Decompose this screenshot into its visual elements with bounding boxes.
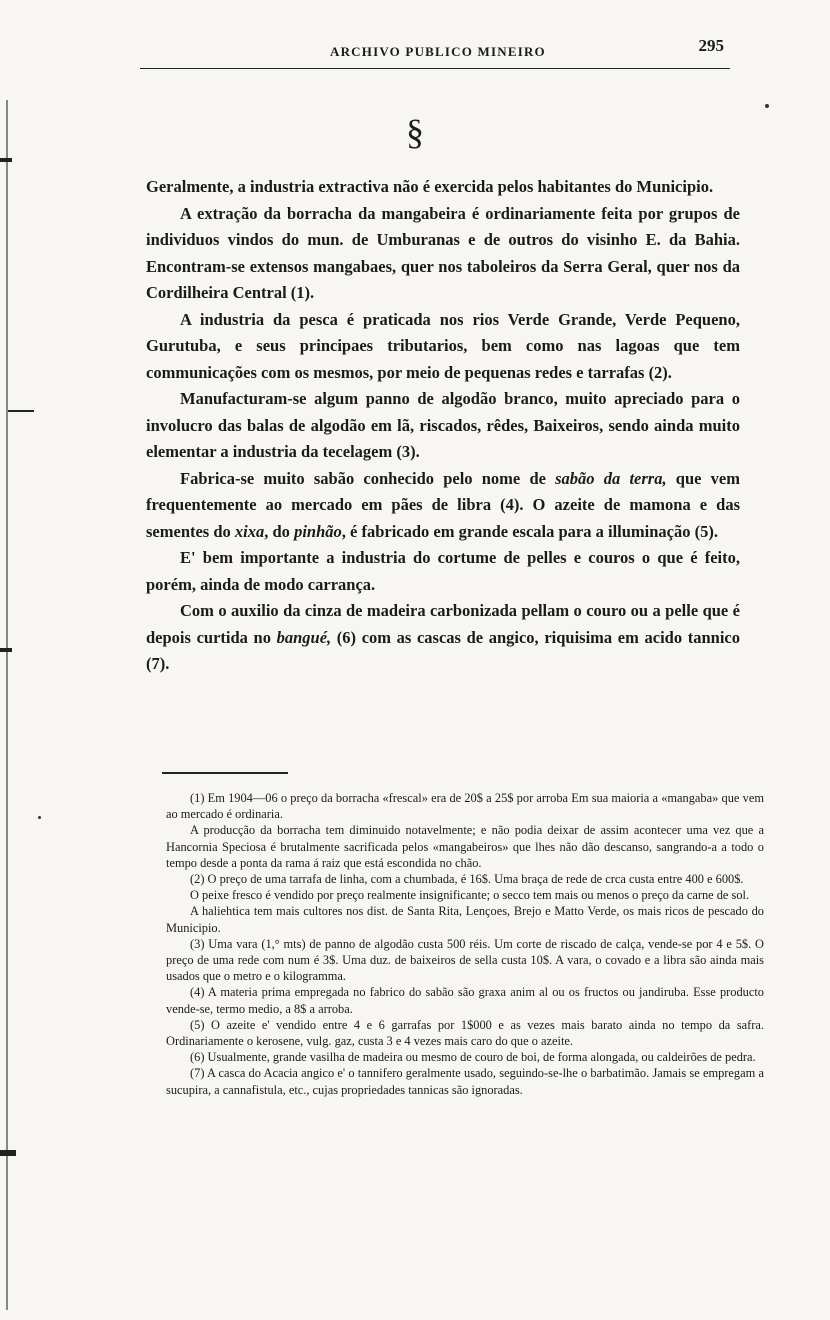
footnote: (5) O azeite e' vendido entre 4 e 6 garrafas por 1$000 e as vezes mais barato ainda no tempo da safra. Ordinariamente o kerosene, vulg. gaz, custa 3 e 4 vezes mais caro do que o azeite. xyxy=(166,1017,764,1049)
header-rule xyxy=(140,68,730,69)
paragraph xyxy=(146,598,740,678)
footnote: A haliehtica tem mais cultores nos dist. de Santa Rita, Lençoes, Brejo e Matto Verde, os mais ricos de pescado do Municipio. xyxy=(166,904,764,935)
running-title: ARCHIVO PUBLICO MINEIRO xyxy=(330,44,546,59)
text-run: Com o auxilio da cinza de madeira carbonizada pellam o couro ou a pelle que é depois curtida no xyxy=(146,601,740,647)
text-run: Fabrica-se muito sabão conhecido pelo nome de xyxy=(180,468,556,488)
paragraph: Geralmente, a industria extractiva não é exercida pelos habitantes do Municipio. xyxy=(146,177,714,196)
footnote: (1) Em 1904—06 o preço da borracha «frescal» era de 20$ a 25$ por arroba Em sua maioria a «mangaba» que vem ao mercado é ordinaria. xyxy=(166,791,764,822)
paragraph: A industria da pesca é praticada nos rios Verde Grande, Verde Pequeno, Gurutuba, e seus principaes tributarios, bem como nas lagoas que tem communicações com os mesmos, por meio de pequenas redes e tarrafas (2). xyxy=(146,309,740,382)
footnote: (4) A materia prima empregada no fabrico do sabão são graxa anim al ou os fructos ou jandiruba. Esse producto vende-se, termo medio, a 8$ a arroba. xyxy=(166,985,764,1016)
footnote: (6) Usualmente, grande vasilha de madeira ou mesmo de couro de boi, de forma alongada, ou caldeirões de pedra. xyxy=(190,1050,756,1065)
footnote-rule xyxy=(162,772,288,774)
scan-mark xyxy=(0,158,12,162)
page-header xyxy=(140,36,730,76)
section-mark: § xyxy=(406,112,424,152)
text-run: (6) com as cascas de angico, riquisima em acido tannico (7). xyxy=(146,627,740,673)
binding-edge xyxy=(6,100,8,1310)
italic-term: sabão da terra, xyxy=(555,468,667,488)
scan-mark xyxy=(0,648,12,652)
page-number: 295 xyxy=(698,36,724,55)
scan-mark xyxy=(0,1150,16,1156)
scan-speck xyxy=(765,104,769,108)
text-run: , do xyxy=(264,521,295,541)
scan-speck xyxy=(38,816,41,819)
italic-term: xixa xyxy=(234,521,265,541)
footnote: O peixe fresco é vendido por preço realmente insignificante; o secco tem mais ou menos o preço da carne de sol. xyxy=(190,888,750,903)
text-run: que vem frequentemente ao mercado em pães de libra (4). O azeite de mamona e das sementes do xyxy=(146,468,740,541)
footnote: (7) A casca do Acacia angico e' o tannifero geralmente usado, seguindo-se-lhe o barbatimão. Jamais se empregam a sucupira, a cannafistula, etc., cujas propriedades tannicas são ignoradas. xyxy=(166,1066,764,1097)
paragraph: A extração da borracha da mangabeira é ordinariamente feita por grupos de individuos vindos do mun. de Umburanas e de outros do visinho E. da Bahia. Encontram-se extensos mangabaes, quer nos taboleiros da Serra Geral, quer nos da Cordilheira Central (1). xyxy=(146,203,740,302)
italic-term: bangué, xyxy=(276,627,332,647)
footnote: (2) O preço de uma tarrafa de linha, com a chumbada, é 16$. Uma braça de rede de crca custa entre 400 e 600$. xyxy=(190,872,744,887)
scan-mark xyxy=(8,410,34,412)
main-text xyxy=(146,174,740,678)
footnotes xyxy=(166,790,764,1098)
footnote: A producção da borracha tem diminuido notavelmente; e não podia deixar de assim acontecer uma vez que a Hancornia Speciosa é brutalmente sacrificada pelos «mangabeiros» que lhes não dão descanso, sangrando-a a todo o tempo desde a ponta da rama á raiz que está escondida no chão. xyxy=(166,823,764,870)
paragraph xyxy=(146,466,740,546)
italic-term: pinhão xyxy=(294,521,342,541)
paragraph: Manufacturam-se algum panno de algodão branco, muito apreciado para o involucro das balas de algodão em lã, riscados, rêdes, Baixeiros, sendo ainda muito elementar a industria da tecelagem (3). xyxy=(146,389,740,461)
text-run: , é fabricado em grande escala para a illuminação (5). xyxy=(341,521,718,541)
paragraph: E' bem importante a industria do cortume de pelles e couros o que é feito, porém, ainda de modo carrança. xyxy=(146,548,740,594)
footnote: (3) Uma vara (1,° mts) de panno de algodão custa 500 réis. Um corte de riscado de calça, vende-se por 4 e 5$. O preço de uma rede com num é 3$. Uma duz. de baixeiros de sella custa 10$. A vara, o covado e a libra são ainda mais usados que o metro e o kilogramma. xyxy=(166,936,764,984)
